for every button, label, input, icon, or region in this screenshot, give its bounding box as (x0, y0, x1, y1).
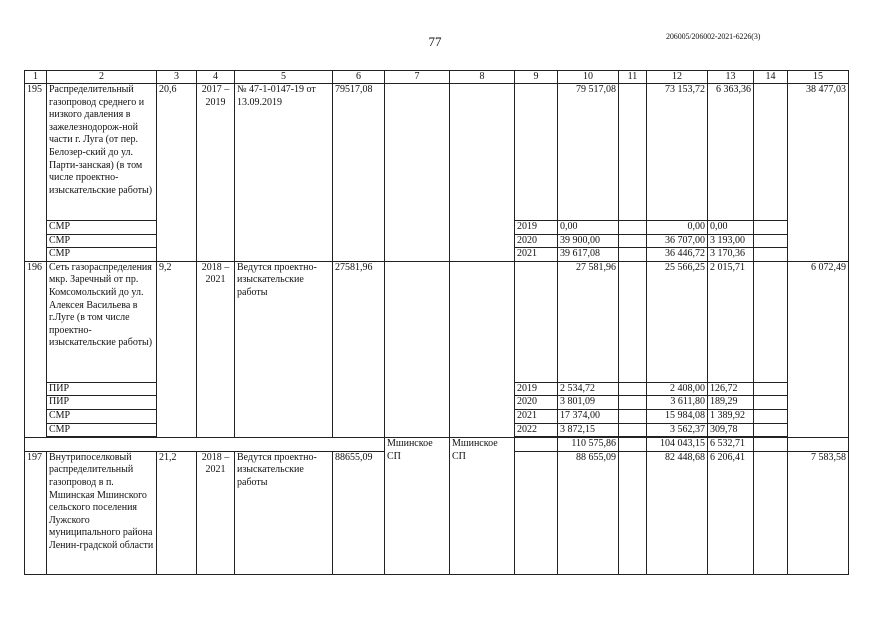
cell-empty (450, 84, 515, 262)
cost-value: 27581,96 (333, 261, 385, 437)
total-value: 2 534,72 (558, 382, 619, 396)
period: 2017 – 2019 (197, 84, 235, 262)
permit-doc: Ведутся проектно-изыскательские работы (235, 451, 333, 574)
col-header: 12 (647, 71, 708, 84)
cell-empty (619, 438, 647, 452)
table-row (25, 84, 849, 221)
cost-value: 88655,09 (333, 451, 385, 574)
col-header: 13 (708, 71, 754, 84)
regional-value: 3 193,00 (708, 234, 754, 248)
year-cell: 2021 (515, 409, 558, 423)
cell-empty (619, 396, 647, 410)
period: 2018 – 2021 (197, 261, 235, 437)
regional-value: 6 363,36 (708, 84, 754, 221)
total-value: 3 801,09 (558, 396, 619, 410)
row-number: 196 (25, 261, 47, 437)
federal-value: 2 408,00 (647, 382, 708, 396)
permit-doc: № 47-1-0147-19 от 13.09.2019 (235, 84, 333, 262)
col-header: 6 (333, 71, 385, 84)
column-numbers-row (25, 71, 849, 84)
col-header: 9 (515, 71, 558, 84)
total-value: 39 900,00 (558, 234, 619, 248)
row-number: 197 (25, 451, 47, 574)
cell-empty (754, 84, 788, 221)
subtotal-row (25, 438, 849, 452)
table-row (25, 261, 849, 382)
total-value: 0,00 (558, 221, 619, 235)
year-cell: 2020 (515, 234, 558, 248)
cell-empty (385, 84, 450, 262)
federal-value: 0,00 (647, 221, 708, 235)
work-type: СМР (47, 423, 157, 437)
year-cell: 2021 (515, 248, 558, 262)
work-type: ПИР (47, 396, 157, 410)
work-type: СМР (47, 234, 157, 248)
year-cell (515, 84, 558, 221)
col-header: 8 (450, 71, 515, 84)
document-id: 206005/206002-2021-6226(3) (666, 32, 761, 41)
regional-value: 0,00 (708, 221, 754, 235)
federal-value: 36 446,72 (647, 248, 708, 262)
federal-value: 3 611,80 (647, 396, 708, 410)
year-cell: 2022 (515, 423, 558, 437)
cell-empty (619, 451, 647, 574)
work-type: ПИР (47, 382, 157, 396)
regional-value: 3 170,36 (708, 248, 754, 262)
cell-empty (754, 234, 788, 248)
object-name: Сеть газораспределения мкр. Заречный от пр. Комсомольский до ул. Алексея Васильева в г.Луге (в том числе проектно-изыскательские работы) (47, 261, 157, 382)
federal-value: 73 153,72 (647, 84, 708, 221)
year-cell: 2019 (515, 221, 558, 235)
projects-table (24, 70, 849, 575)
regional-value: 2 015,71 (708, 261, 754, 382)
regional-value: 189,29 (708, 396, 754, 410)
total-value: 88 655,09 (558, 451, 619, 574)
federal-value: 3 562,37 (647, 423, 708, 437)
year-cell (515, 438, 558, 452)
cost-value: 79517,08 (333, 84, 385, 262)
total-value: 79 517,08 (558, 84, 619, 221)
object-name: Внутрипоселковый распределительный газопровод в п. Мшинская Мшинского сельского поселения Лужского муниципального района Ленин-градской области (47, 451, 157, 574)
regional-value: 1 389,92 (708, 409, 754, 423)
column-15-value: 7 583,58 (788, 451, 849, 574)
cell-empty (754, 423, 788, 437)
permit-doc: Ведутся проектно-изыскательские работы (235, 261, 333, 437)
cell-empty (754, 248, 788, 262)
federal-value: 82 448,68 (647, 451, 708, 574)
length-value: 20,6 (157, 84, 197, 262)
cell-empty (619, 382, 647, 396)
col-header: 7 (385, 71, 450, 84)
settlement-name: Мшинское СП (450, 438, 515, 575)
cell-empty (450, 261, 515, 437)
total-value: 27 581,96 (558, 261, 619, 382)
cell-empty (754, 451, 788, 574)
col-header: 11 (619, 71, 647, 84)
year-cell (515, 451, 558, 574)
page-number: 77 (428, 34, 442, 49)
cell-empty (754, 409, 788, 423)
subtotal-total: 110 575,86 (558, 438, 619, 452)
total-value: 17 374,00 (558, 409, 619, 423)
cell-empty (619, 221, 647, 235)
subtotal-regional: 6 532,71 (708, 438, 754, 452)
work-type: СМР (47, 221, 157, 235)
cell-empty (25, 438, 385, 452)
column-15-value: 38 477,03 (788, 84, 849, 262)
cell-empty (788, 438, 849, 452)
col-header: 1 (25, 71, 47, 84)
federal-value: 36 707,00 (647, 234, 708, 248)
cell-empty (754, 221, 788, 235)
cell-empty (619, 84, 647, 221)
row-number: 195 (25, 84, 47, 262)
year-cell: 2020 (515, 396, 558, 410)
regional-value: 6 206,41 (708, 451, 754, 574)
total-value: 3 872,15 (558, 423, 619, 437)
cell-empty (754, 261, 788, 382)
total-value: 39 617,08 (558, 248, 619, 262)
cell-empty (619, 248, 647, 262)
year-cell (515, 261, 558, 382)
work-type: СМР (47, 409, 157, 423)
subtotal-federal: 104 043,15 (647, 438, 708, 452)
length-value: 21,2 (157, 451, 197, 574)
col-header: 14 (754, 71, 788, 84)
col-header: 15 (788, 71, 849, 84)
cell-empty (754, 396, 788, 410)
period: 2018 – 2021 (197, 451, 235, 574)
col-header: 3 (157, 71, 197, 84)
cell-empty (619, 261, 647, 382)
cell-empty (754, 382, 788, 396)
object-name: Распределительный газопровод среднего и низкого давления в зажелезнодорож-ной части г. Луга (от пер. Белозер-ский до ул. Парти-занская) (в том числе проектно-изыскательские работы) (47, 84, 157, 221)
federal-value: 15 984,08 (647, 409, 708, 423)
regional-value: 126,72 (708, 382, 754, 396)
column-15-value: 6 072,49 (788, 261, 849, 437)
year-cell: 2019 (515, 382, 558, 396)
col-header: 10 (558, 71, 619, 84)
work-type: СМР (47, 248, 157, 262)
cell-empty (385, 261, 450, 437)
cell-empty (619, 409, 647, 423)
federal-value: 25 566,25 (647, 261, 708, 382)
regional-value: 309,78 (708, 423, 754, 437)
settlement-name: Мшинское СП (385, 438, 450, 575)
cell-empty (619, 234, 647, 248)
col-header: 2 (47, 71, 157, 84)
col-header: 4 (197, 71, 235, 84)
length-value: 9,2 (157, 261, 197, 437)
col-header: 5 (235, 71, 333, 84)
cell-empty (619, 423, 647, 437)
cell-empty (754, 438, 788, 452)
